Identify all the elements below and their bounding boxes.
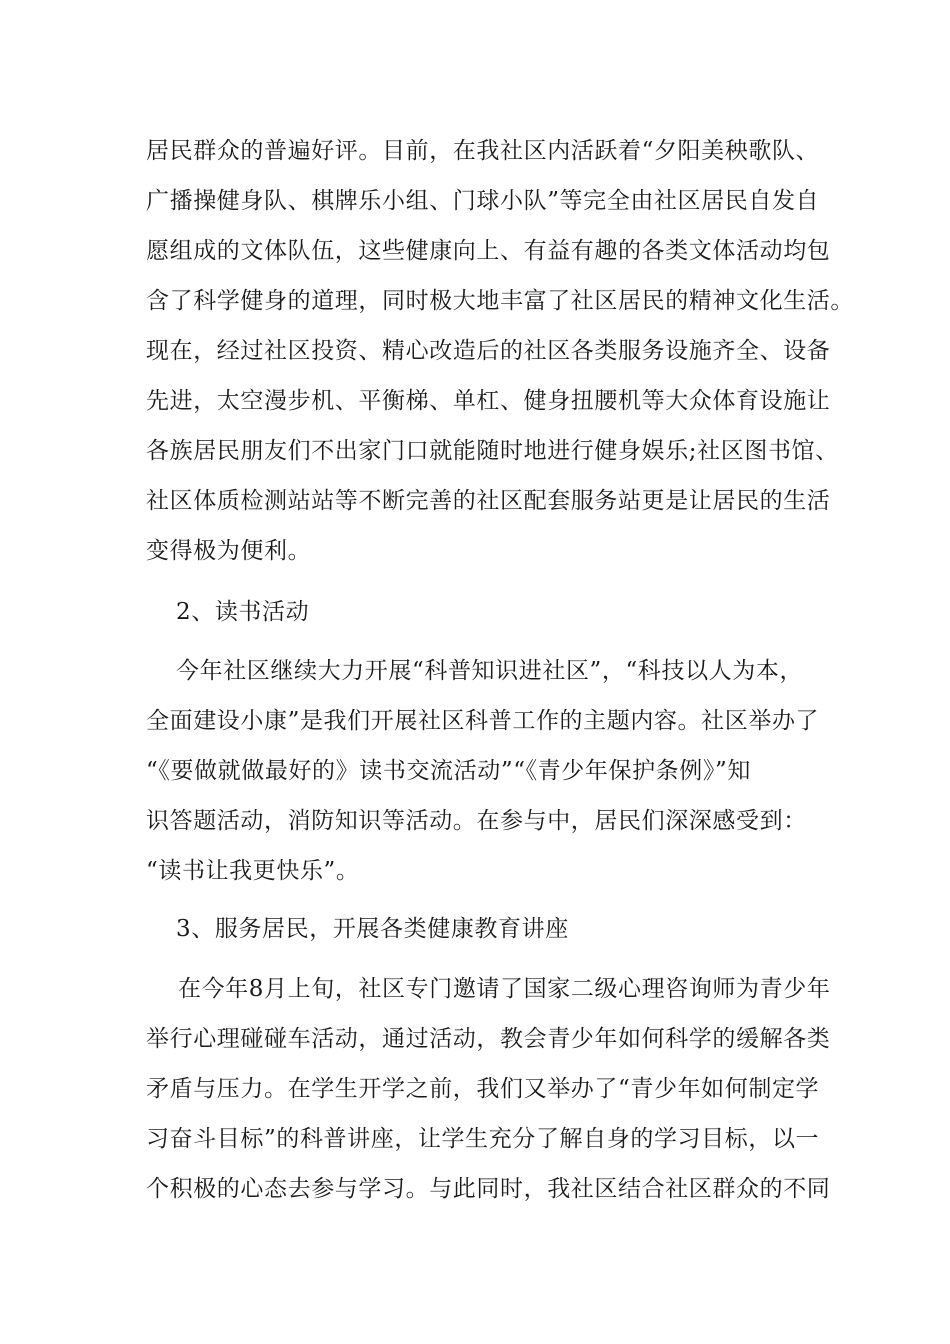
paragraph-1-line-3: 愿组成的文体队伍，这些健康向上、有益有趣的各类文体活动均包 xyxy=(146,238,831,264)
paragraph-3-line-5: 个积极的心态去参与学习。与此同时，我社区结合社区群众的不同 xyxy=(146,1176,831,1202)
paragraph-3-line-3: 矛盾与压力。在学生开学之前，我们又举办了“青少年如何制定学 xyxy=(146,1076,820,1102)
paragraph-1-line-5: 现在，经过社区投资、精心改造后的社区各类服务设施齐全、设备 xyxy=(146,338,831,364)
paragraph-2-line-1: 今年社区继续大力开展“科普知识进社区”，“科技以人为本， xyxy=(176,658,804,684)
paragraph-1-line-7: 各族居民朋友们不出家门口就能随时地进行健身娱乐;社区图书馆、 xyxy=(146,438,839,464)
section-heading-health-lectures: 3、服务居民，开展各类健康教育讲座 xyxy=(176,916,569,942)
paragraph-1-line-8: 社区体质检测站站等不断完善的社区配套服务站更是让居民的生活 xyxy=(146,488,831,514)
paragraph-3-line-2: 举行心理碰碰车活动，通过活动，教会青少年如何科学的缓解各类 xyxy=(146,1026,831,1052)
paragraph-1-line-9: 变得极为便利。 xyxy=(146,538,312,564)
section-heading-reading: 2、读书活动 xyxy=(176,599,310,625)
paragraph-2-line-4: 识答题活动，消防知识等活动。在参与中，居民们深深感受到： xyxy=(146,808,807,834)
paragraph-3-line-4: 习奋斗目标”的科普讲座，让学生充分了解自身的学习目标，以一 xyxy=(146,1126,820,1152)
paragraph-1-line-4: 含了科学健身的道理，同时极大地丰富了社区居民的精神文化生活。 xyxy=(146,288,854,314)
paragraph-1-line-2: 广播操健身队、棋牌乐小组、门球小队”等完全由社区居民自发自 xyxy=(146,188,820,214)
paragraph-1-line-1: 居民群众的普遍好评。目前，在我社区内活跃着“夕阳美秧歌队、 xyxy=(146,138,820,164)
paragraph-1-line-6: 先进，太空漫步机、平衡梯、单杠、健身扭腰机等大众体育设施让 xyxy=(146,388,831,414)
paragraph-2-line-5: “读书让我更快乐”。 xyxy=(146,858,360,884)
paragraph-2-line-2: 全面建设小康”是我们开展社区科普工作的主题内容。社区举办了 xyxy=(146,708,820,734)
paragraph-2-line-3: “《要做就做最好的》读书交流活动”“《青少年保护条例》”知 xyxy=(146,758,751,784)
paragraph-3-line-1: 在今年8月上旬，社区专门邀请了国家二级心理咨询师为青少年 xyxy=(178,976,831,1002)
